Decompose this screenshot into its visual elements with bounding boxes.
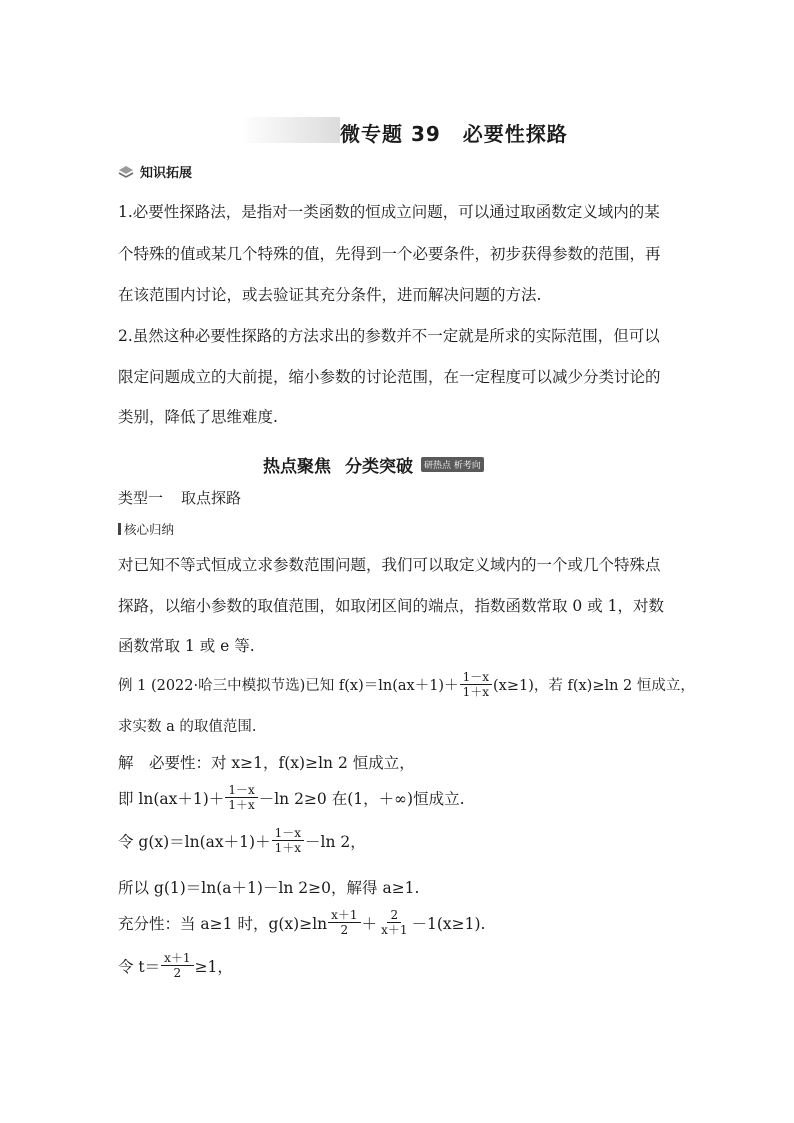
example1-fraction [460, 670, 492, 699]
fraction-numerator: 2 [387, 908, 401, 923]
core-summary-label: 核心归纳 [124, 522, 175, 537]
fraction-numerator: x＋1 [328, 908, 360, 923]
solution-line3-pre: 令 g(x)＝ln(ax＋1)＋ [118, 832, 271, 851]
core-line3: 函数常取 1 或 e 等. [118, 637, 255, 655]
fraction-denominator: 2 [340, 923, 349, 937]
heading-bar-icon [118, 523, 121, 535]
solution-line2-fraction [225, 783, 257, 812]
fraction-denominator: 1＋x [274, 841, 301, 855]
title-decoration-bar [240, 117, 340, 143]
solution-line5-fraction1 [328, 908, 360, 937]
fraction-denominator: x＋1 [381, 923, 408, 937]
hot-topics-heading [263, 452, 484, 477]
solution-line1: 解 必要性：对 x≥1，f(x)≥ln 2 恒成立， [118, 754, 415, 772]
type1-heading [118, 487, 241, 508]
knowledge-p1-line3: 在该范围内讨论，或去验证其充分条件，进而解决问题的方法. [118, 286, 542, 304]
knowledge-p2-line3: 类别，降低了思维难度. [118, 408, 278, 426]
solution-line4: 所以 g(1)＝ln(a＋1)－ln 2≥0，解得 a≥1. [118, 879, 420, 897]
solution-line6-pre: 令 t＝ [118, 957, 161, 976]
knowledge-p1-line1: 1.必要性探路法，是指对一类函数的恒成立问题，可以通过取函数定义域内的某 [118, 203, 660, 221]
example1-line1 [118, 670, 695, 699]
example1-post: (x≥1)，若 f(x)≥ln 2 恒成立， [492, 678, 695, 694]
core-summary-heading [118, 520, 174, 538]
solution-line6-post: ≥1， [194, 957, 233, 976]
solution-line5-pre: 充分性：当 a≥1 时，g(x)≥ln [118, 914, 328, 933]
knowledge-p2-line1: 2.虽然这种必要性探路的方法求出的参数并不一定就是所求的实际范围，但可以 [118, 327, 660, 345]
solution-line5-plus: ＋ [361, 914, 378, 933]
solution-line5-post: －1(x≥1). [411, 914, 486, 933]
core-line1: 对已知不等式恒成立求参数范围问题，我们可以取定义域内的一个或几个特殊点 [118, 556, 661, 574]
fraction-numerator: 1－x [272, 826, 304, 841]
solution-line3-fraction [272, 826, 304, 855]
knowledge-p2-line2: 限定问题成立的大前提，缩小参数的讨论范围，在一定程度可以减少分类讨论的 [118, 368, 661, 386]
section-knowledge-heading [118, 162, 192, 181]
section-knowledge-label: 知识拓展 [140, 166, 193, 181]
type1-name: 取点探路 [181, 489, 242, 507]
solution-line3 [118, 826, 366, 855]
hot-topics-tag: 研热点 析考向 [421, 457, 484, 472]
fraction-denominator: 1＋x [228, 798, 255, 812]
fraction-numerator: 1－x [225, 783, 257, 798]
solution-line5-fraction2 [378, 908, 410, 937]
layers-icon [118, 165, 134, 179]
page-title [340, 118, 568, 147]
example1-pre: 例 1 (2022·哈三中模拟节选)已知 f(x)＝ln(ax＋1)＋ [118, 678, 459, 694]
knowledge-p1-line2: 个特殊的值或某几个特殊的值，先得到一个必要条件，初步获得参数的范围，再 [118, 245, 661, 263]
solution-line6 [118, 951, 233, 980]
type1-label: 类型一 [118, 489, 164, 507]
solution-line2-post: －ln 2≥0 在(1，＋∞)恒成立. [258, 789, 465, 808]
fraction-denominator: 1＋x [462, 685, 489, 699]
solution-line2 [118, 783, 465, 812]
fraction-denominator: 2 [173, 966, 182, 980]
solution-line5 [118, 908, 485, 937]
solution-line3-post: －ln 2， [304, 832, 366, 851]
fraction-numerator: 1－x [460, 670, 492, 685]
title-sub: 必要性探路 [462, 122, 568, 146]
hot-heading-b: 分类突破 [345, 457, 413, 477]
fraction-numerator: x＋1 [161, 951, 193, 966]
solution-line2-pre: 即 ln(ax＋1)＋ [118, 789, 225, 808]
solution-line6-fraction [161, 951, 193, 980]
hot-heading-a: 热点聚焦 [263, 457, 331, 477]
title-main: 微专题 39 [340, 122, 441, 146]
example1-line2: 求实数 a 的取值范围. [118, 719, 257, 735]
core-line2: 探路，以缩小参数的取值范围，如取闭区间的端点，指数函数常取 0 或 1，对数 [118, 597, 665, 615]
